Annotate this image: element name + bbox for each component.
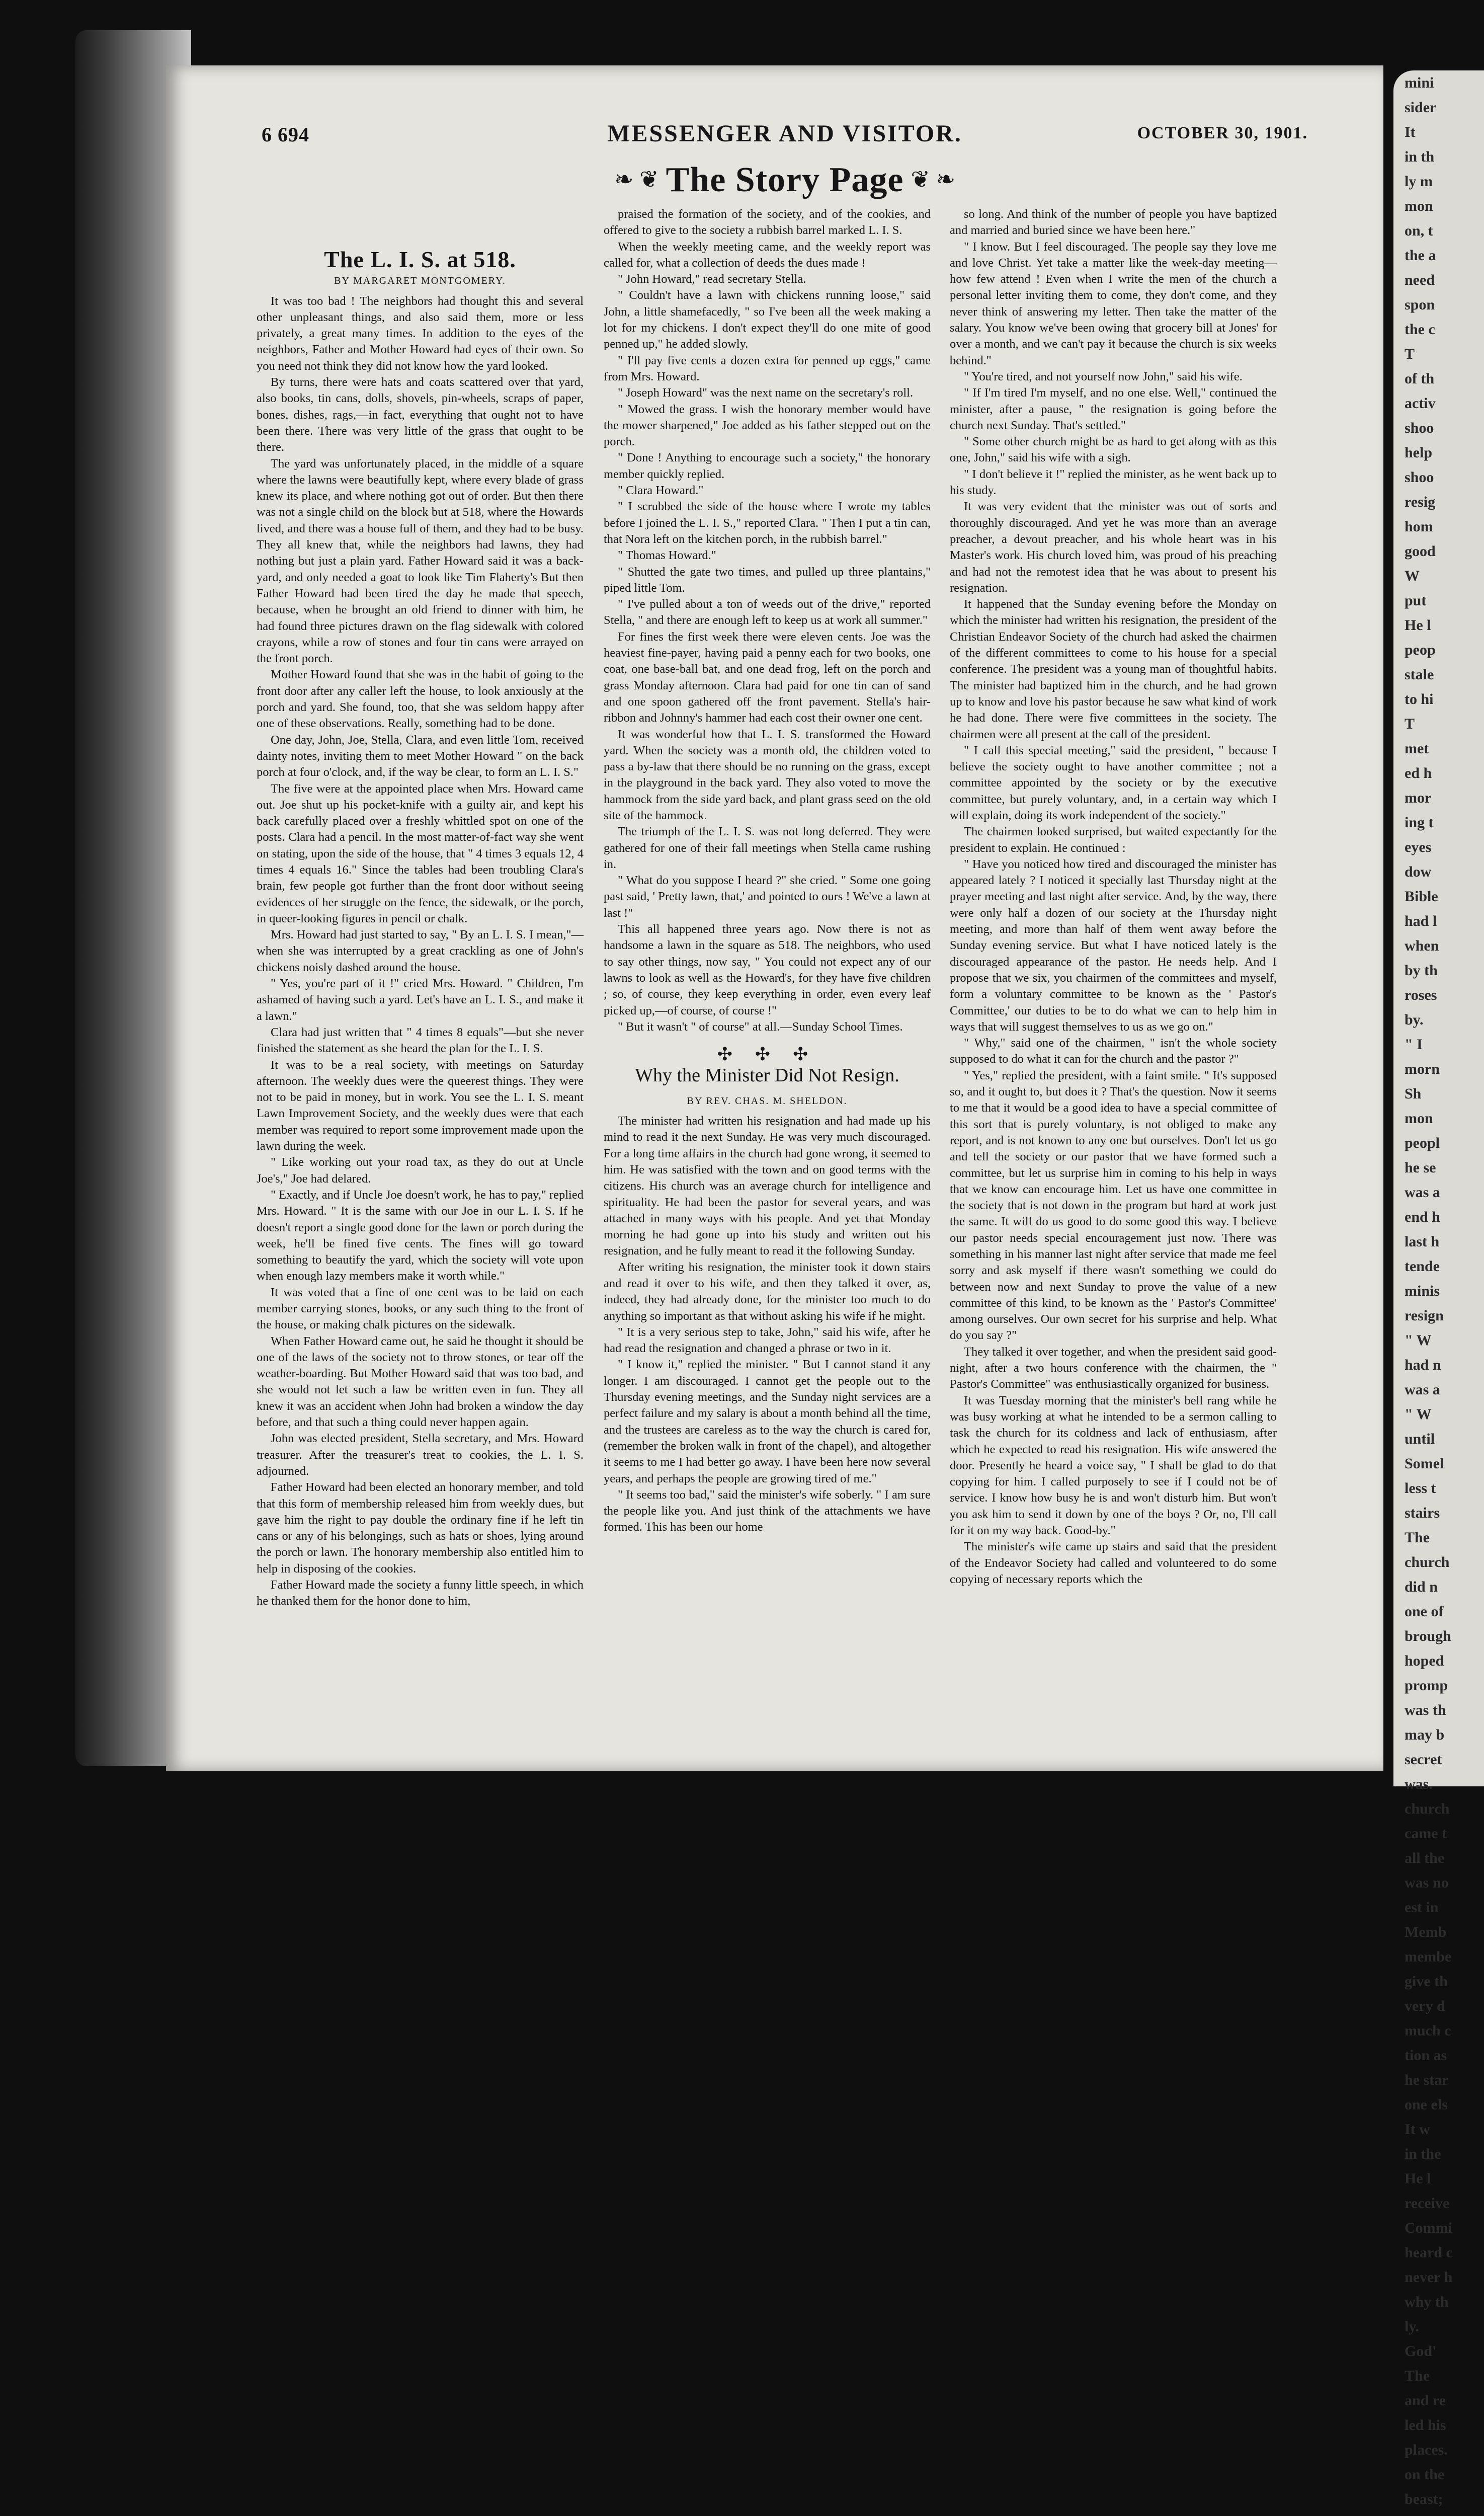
paragraph: When the weekly meeting came, and the weekly report was called for, what a collection of deeds the dues made ! bbox=[604, 240, 931, 270]
next-page-fragment: It w bbox=[1405, 2121, 1430, 2138]
next-page-fragment: ly m bbox=[1405, 173, 1433, 190]
next-page-edge bbox=[1393, 70, 1484, 2507]
next-page-fragment: beast; bbox=[1405, 2491, 1443, 2507]
next-page-fragment: by th bbox=[1405, 962, 1438, 979]
next-page-fragment: help bbox=[1405, 444, 1433, 461]
article-body bbox=[604, 206, 931, 1035]
next-page-fragment: was. bbox=[1405, 1776, 1433, 1792]
next-page-fragment: in the bbox=[1405, 2146, 1441, 2162]
paragraph: It was voted that a fine of one cent was to be laid on each member carrying stones, books, or any such thing to the front of the house, or making chalk pictures on the sidewalk. bbox=[257, 1285, 584, 1332]
next-page-fragment: need bbox=[1405, 272, 1435, 288]
next-page-fragment: T bbox=[1405, 346, 1415, 362]
paragraph: It was Tuesday morning that the minister's bell rang while he was busy working at what he intended to be a sermon calling to task the church for its coldness and lack of enthusiasm, after which he expected to read his resignation. His wife answered the door. Presently he heard a voice say, " I shall be glad to do that copying for him. I called purposely to see if I could not be of service. I know how busy he is and won't disturb him. But won't you ask him to send it down by one of the boys ? Or, no, I'll call for it on my way back. Good-by." bbox=[950, 1393, 1277, 1538]
paragraph: For fines the first week there were eleven cents. Joe was the heaviest fine-payer, having paid a penny each for two books, one coat, one base-ball bat, and one dead frog, left on the porch and grass Monday afternoon. Clara had paid for one tin can of sand and one spoon gathered off the front pavement. Stella's hair-ribbon and Johnny's hammer had each cost their owner one cent. bbox=[604, 630, 931, 725]
paragraph: One day, John, Joe, Stella, Clara, and even little Tom, received dainty notes, inviting them to meet Mother Howard " on the back porch at four o'clock, and, if the way be clear, to form an L. I. S." bbox=[257, 733, 584, 779]
paragraph: " I know. But I feel discouraged. The people say they love me and love Christ. Yet take a matter like the week-day meeting—how few attend ! Even when I write the men of the church a personal letter inviting them to come, they don't come, and they never think of answering my letter. Then take the matter of the salary. You know we've been owing that grocery bill at Jones' for over a month, and we can't pay it because the church is six weeks behind." bbox=[950, 240, 1277, 367]
article-body bbox=[604, 1113, 931, 1536]
next-page-fragment: mon bbox=[1405, 1110, 1433, 1127]
next-page-fragment: " W bbox=[1405, 1406, 1432, 1423]
article-byline: BY MARGARET MONTGOMERY. bbox=[334, 275, 506, 287]
next-page-fragment: stale bbox=[1405, 666, 1434, 683]
masthead bbox=[262, 118, 1308, 158]
paragraph: " Shutted the gate two times, and pulled up three plantains," piped little Tom. bbox=[604, 565, 931, 595]
next-page-fragment: He l bbox=[1405, 2170, 1431, 2187]
next-page-fragment: the a bbox=[1405, 247, 1436, 264]
next-page-fragment: tende bbox=[1405, 1258, 1440, 1275]
next-page-fragment: end h bbox=[1405, 1209, 1440, 1225]
next-page-fragment: in th bbox=[1405, 148, 1435, 165]
paragraph: " I know it," replied the minister. " But I cannot stand it any longer. I am discouraged. I cannot get the people out to the Thursday evening meetings, and the Sunday night services are a perfect failure and my salary is about a month behind all the time, and the trustees are careless as to the way the church is cared for, (remember the broken walk in front of the chapel), and altogether it seems to me I had better go away. I have been here now several years, and perhaps the people are growing tired of me." bbox=[604, 1358, 931, 1485]
next-page-fragment: God' bbox=[1405, 2343, 1437, 2360]
paragraph: " Yes, you're part of it !" cried Mrs. Howard. " Children, I'm ashamed of having such a yard. Let's have an L. I. S., and make it a lawn." bbox=[257, 977, 584, 1023]
next-page-fragment: The bbox=[1405, 2368, 1430, 2384]
next-page-fragment: put bbox=[1405, 592, 1427, 609]
article-body bbox=[950, 206, 1277, 1588]
next-page-fragment: " W bbox=[1405, 1332, 1432, 1349]
next-page-fragment: very d bbox=[1405, 1998, 1445, 2014]
paragraph: " I'll pay five cents a dozen extra for penned up eggs," came from Mrs. Howard. bbox=[604, 353, 931, 383]
paragraph: " You're tired, and not yourself now John," said his wife. bbox=[964, 369, 1243, 383]
paragraph: Mother Howard found that she was in the habit of going to the front door after any caller left the house, to look anxiously at the porch and yard. She found, too, that she was seldom happy after one of these observations. Really, something had to be done. bbox=[257, 668, 584, 731]
article-byline: BY REV. CHAS. M. SHELDON. bbox=[687, 1095, 848, 1107]
paragraph: It was too bad ! The neighbors had thought this and several other unpleasant things, and also said them, more or less privately, a great many times. In addition to the eyes of the neighbors, Father and Mother Howard had eyes of their own. So you need not think they did not know how the yard looked. bbox=[257, 294, 584, 373]
section-header bbox=[594, 160, 976, 210]
paragraph: Father Howard made the society a funny little speech, in which he thanked them for the honor done to him, bbox=[257, 1578, 584, 1608]
next-page-fragment: stairs bbox=[1405, 1505, 1440, 1521]
paragraph: By turns, there were hats and coats scattered over that yard, also books, tin cans, dolls, shovels, pin-wheels, scraps of paper, bones, dishes, rags,—in fact, everything that ought not to have been there. There was very little of the grass that ought to be there. bbox=[257, 375, 584, 454]
next-page-fragment: est in bbox=[1405, 1899, 1439, 1916]
paragraph: After writing his resignation, the minister took it down stairs and read it over to his wife, and then they talked it over, as, indeed, they had already done, for the minister too much to do anything so important as that without asking his wife if he might. bbox=[604, 1260, 931, 1323]
next-page-fragment: It bbox=[1405, 124, 1416, 140]
next-page-fragment: much c bbox=[1405, 2022, 1451, 2039]
next-page-fragment: T bbox=[1405, 716, 1415, 732]
issue-date: OCTOBER 30, 1901. bbox=[1137, 124, 1308, 142]
paragraph: " Joseph Howard" was the next name on the secretary's roll. bbox=[618, 386, 914, 400]
next-page-fragment: one els bbox=[1405, 2096, 1448, 2113]
column-1 bbox=[257, 247, 584, 1706]
next-page-fragment: Somel bbox=[1405, 1455, 1444, 1472]
paragraph: The chairmen looked surprised, but waited expectantly for the president to explain. He continued : bbox=[950, 825, 1277, 855]
paragraph: The triumph of the L. I. S. was not long deferred. They were gathered for one of their fall meetings when Stella came rushing in. bbox=[604, 825, 931, 871]
paragraph: The yard was unfortunately placed, in the middle of a square where the lawns were beautifully kept, where every blade of grass knew its place, and where nothing got out of order. But then there was not a single child on the block but at 518, where the Howards lived, and there was a house full of them, and they had to be busy. They all knew that, while the neighbors had lawns, they had nothing but just a plain yard. Father Howard said it was a back-yard, and only needed a goat to look like Tim Flaherty's But then Father Howard had been tired the day he made that speech, because, when he brought an old friend to dinner with him, he had found three pictures drawn on the flag sidewalk with colored crayons, while a row of stones and four tin cans were arrayed on the front porch. bbox=[257, 456, 584, 666]
next-page-fragment: met bbox=[1405, 740, 1429, 757]
paragraph: It was wonderful how that L. I. S. transformed the Howard yard. When the society was a month old, the children voted to pass a by-law that there should be no running on the grass, except in the playground in the back yard. They also voted to move the hammock from the side yard back, and plant grass seed on the old site of the hammock. bbox=[604, 727, 931, 822]
paragraph: praised the formation of the society, and of the cookies, and offered to give to the society a rubbish barrel marked L. I. S. bbox=[604, 207, 931, 238]
next-page-fragment: he star bbox=[1405, 2072, 1449, 2088]
next-page-fragment: when bbox=[1405, 937, 1439, 954]
article-title: The L. I. S. at 518. bbox=[324, 247, 516, 272]
next-page-fragment: activ bbox=[1405, 395, 1436, 412]
next-page-fragment: peop bbox=[1405, 642, 1436, 658]
paragraph: " Yes," replied the president, with a faint smile. " It's supposed so, and it ought to, but does it ? That's the question. Now it seems to me that it would be a good idea to have a special committee of this sort that is purely voluntary, is not obliged to make any report, and is not known to any one but ourselves. Don't let us go and tell the society or our pastor that we have formed such a committee, but let us surprise him in coming to his help in ways that we know can encourage him. Let us have one committee in the society that is not down in the program but hard at work just the same. It will do us good to do some good this way. I believe our pastor needs special encouragement just now. There was something in his manner last night after service that made me feel sorry and ask myself if there wasn't something we could do between now and next Sunday to prove the value of a new committee of this kind, to be known as the ' Pastor's Committee' among ourselves. Our own secret for his surprise and help. What do you say ?" bbox=[950, 1068, 1277, 1343]
paragraph: " Clara Howard." bbox=[618, 484, 704, 498]
paragraph: " What do you suppose I heard ?" she cried. " Some one going past said, ' Pretty lawn, that,' and pointed to ours ! We've a lawn at last !" bbox=[604, 874, 931, 920]
ivy-leaf-icon: ❧ ❦ bbox=[614, 167, 659, 192]
next-page-fragment: W bbox=[1405, 568, 1420, 584]
next-page-fragment: Sh bbox=[1405, 1085, 1422, 1102]
next-page-fragment: all the bbox=[1405, 1850, 1445, 1866]
paragraph: It happened that the Sunday evening before the Monday on which the minister had written his resignation, the president of the Christian Endeavor Society of the church had asked the chairmen of the different committees to come to his house for a special conference. The president was a young man of thoughtful habits. The minister had baptized him in the church, and he had grown up to know and love his pastor because he saw what kind of work he had done. There were five committees in the society. The chairmen were all present at the call of the president. bbox=[950, 597, 1277, 741]
paragraph: " Couldn't have a lawn with chickens running loose," said John, a little shamefacedly, " so I've been all the week making a lot for my chickens. I don't expect they'll do one mite of good penned up," he added slowly. bbox=[604, 288, 931, 351]
next-page-fragment: Commi bbox=[1405, 2220, 1452, 2236]
next-page-fragment: mini bbox=[1405, 74, 1434, 91]
next-page-fragment: tion as bbox=[1405, 2047, 1447, 2064]
next-page-fragment: on, t bbox=[1405, 222, 1433, 239]
paragraph: John was elected president, Stella secretary, and Mrs. Howard treasurer. After the treasurer's treat to cookies, the L. I. S. adjourned. bbox=[257, 1432, 584, 1478]
next-page-fragment: heard c bbox=[1405, 2244, 1453, 2261]
article-body bbox=[257, 293, 584, 1610]
next-page-fragment: The bbox=[1405, 1529, 1430, 1546]
next-page-fragment: promp bbox=[1405, 1677, 1448, 1694]
next-page-fragment: spon bbox=[1405, 296, 1435, 313]
next-page-fragment: places. bbox=[1405, 2442, 1448, 2458]
paragraph: " John Howard," read secretary Stella. bbox=[618, 272, 806, 286]
next-page-fragment: one of bbox=[1405, 1603, 1444, 1620]
paragraph: " Thomas Howard." bbox=[618, 548, 716, 563]
paper-title: MESSENGER AND VISITOR. bbox=[607, 120, 962, 147]
paragraph: " Done ! Anything to encourage such a society," the honorary member quickly replied. bbox=[604, 451, 931, 481]
next-page-fragment: hoped bbox=[1405, 1653, 1444, 1669]
ivy-leaf-icon: ❦ ❧ bbox=[911, 167, 955, 192]
next-page-fragment: led his bbox=[1405, 2417, 1446, 2433]
paragraph: It was to be a real society, with meetings on Saturday afternoon. The weekly dues were the queerest things. They were not to be paid in money, but in work. You see the L. I. S. meant Lawn Improvement Society, and the weekly dues were that each member was required to report some improvement made upon the lawn during the week. bbox=[257, 1058, 584, 1153]
next-page-fragment: dow bbox=[1405, 863, 1432, 880]
paragraph: Mrs. Howard had just started to say, " By an L. I. S. I mean,"—when she was interrupted by a great crackling as one of John's chickens noisly dashed around the house. bbox=[257, 928, 584, 974]
next-page-fragment: secret bbox=[1405, 1751, 1442, 1768]
next-page-fragment: receive bbox=[1405, 2195, 1450, 2212]
next-page-fragment: Bible bbox=[1405, 888, 1438, 905]
next-page-fragment: was a bbox=[1405, 1184, 1440, 1201]
paragraph: " Exactly, and if Uncle Joe doesn't work, he has to pay," replied Mrs. Howard. " It is the same with our Joe in our L. I. S. If he doesn't report a single good done for the lawn or porch during the week, he'll be fined five cents. The fines will go toward something to beautify the yard, which the society will vote upon when enough lazy members make it worth while." bbox=[257, 1188, 584, 1283]
next-page-fragment: shoo bbox=[1405, 420, 1434, 436]
next-page-fragment: by. bbox=[1405, 1011, 1424, 1028]
next-page-fragment: resig bbox=[1405, 494, 1436, 510]
paragraph: " But it wasn't " of course" at all.—Sunday School Times. bbox=[618, 1019, 903, 1034]
next-page-fragment: hom bbox=[1405, 518, 1433, 535]
column-2 bbox=[604, 206, 931, 1711]
next-page-fragment: on the bbox=[1405, 2466, 1445, 2483]
paragraph: " Like working out your road tax, as they do out at Uncle Joe's," Joe had delared. bbox=[257, 1155, 584, 1186]
next-page-fragment: peopl bbox=[1405, 1135, 1440, 1151]
next-page-fragment: the c bbox=[1405, 321, 1435, 338]
next-page-fragment: mon bbox=[1405, 198, 1433, 214]
paragraph: It was very evident that the minister was out of sorts and thoroughly discouraged. And yet he was more than an average preacher, a devout preacher, and his whole heart was in his Master's work. His church loved him, was proud of his preaching and had not the remotest idea that he was about to present his resignation. bbox=[950, 500, 1277, 595]
next-page-fragment: church bbox=[1405, 1554, 1450, 1570]
next-page-fragment: to hi bbox=[1405, 691, 1434, 707]
paragraph: " I call this special meeting," said the president, " because I believe the society ought to have another committee ; not a committee appointed by the society or by the executive committee, but purely voluntary, and, in a certain way which I will explain, doing its work independent of the society." bbox=[950, 743, 1277, 822]
page-number: 6 694 bbox=[262, 123, 309, 146]
next-page-fragment: less t bbox=[1405, 1480, 1436, 1497]
next-page-fragment: mor bbox=[1405, 790, 1432, 806]
next-page-fragment: sider bbox=[1405, 99, 1437, 116]
paragraph: so long. And think of the number of people you have baptized and married and buried since we have been here." bbox=[950, 207, 1277, 238]
next-page-fragment: did n bbox=[1405, 1579, 1438, 1595]
next-page-fragment: roses bbox=[1405, 987, 1437, 1003]
section-title: The Story Page bbox=[666, 161, 904, 199]
next-page-fragment: shoo bbox=[1405, 469, 1434, 486]
next-page-fragment: last h bbox=[1405, 1233, 1440, 1250]
paragraph: They talked it over together, and when the president said good-night, after a two hours conference with the chairmen, the " Pastor's Committee" was enthusiastically organized for business. bbox=[950, 1345, 1277, 1391]
column-3 bbox=[950, 206, 1277, 1711]
paragraph: " It is a very serious step to take, John," said his wife, after he had read the resignation and changed a phrase or two in it. bbox=[604, 1325, 931, 1356]
next-page-fragment: He l bbox=[1405, 617, 1431, 634]
next-page-fragment: never h bbox=[1405, 2269, 1453, 2286]
paragraph: " Have you noticed how tired and discouraged the minister has appeared lately ? I noticed it specially last Thursday night at the prayer meeting and last night after service. And, by the way, there were only half a dozen of our society at the Thursday night meeting, and more than half of them went away before the Sunday evening service. But what I have noticed lately is the discouraged appearance of the pastor. He needs help. And I propose that we six, you chairmen of the committees and myself, form a voluntary committee to be known as the ' Pastor's Committee,' our duties to be to do what we can to help him in ways that will suggest themselves to us as we go on." bbox=[950, 857, 1277, 1034]
next-page-fragment: he se bbox=[1405, 1159, 1436, 1176]
next-page-fragment: until bbox=[1405, 1431, 1435, 1447]
paragraph: " Why," said one of the chairmen, " isn't the whole society supposed to do what it can for the church and the pastor ?" bbox=[950, 1036, 1277, 1066]
paragraph: The five were at the appointed place when Mrs. Howard came out. Joe shut up his pocket-knife with a guilty air, and kept his back carefully placed over a freshly whittled spot on one of the posts. Clara had a pencil. In the most matter-of-fact way she went on stating, upon the side of the house, that " 4 times 3 equals 12, 4 times 4 equals 16." Since the tables had been troubling Clara's brain, few people got further than the front door without seeing evidences of her struggle on the fence, the sidewalk, or the porch, in queer-looking figures in pencil or chalk. bbox=[257, 781, 584, 925]
paragraph: " I've pulled about a ton of weeds out of the drive," reported Stella, " and there are enough left to keep us at work all summer." bbox=[604, 597, 931, 627]
next-page-fragment: resign bbox=[1405, 1307, 1444, 1324]
next-page-fragment: " I bbox=[1405, 1036, 1423, 1053]
next-page-fragment: church bbox=[1405, 1800, 1450, 1817]
next-page-fragment: and re bbox=[1405, 2392, 1446, 2409]
paragraph: " I don't believe it !" replied the minister, as he went back up to his study. bbox=[950, 467, 1277, 498]
paragraph: " If I'm tired I'm myself, and no one else. Well," continued the minister, after a pause, " the resignation is going before the church next Sunday. That's settled." bbox=[950, 386, 1277, 432]
next-page-fragment: had n bbox=[1405, 1357, 1441, 1373]
next-page-fragment bbox=[1393, 2511, 1484, 2516]
next-page-fragment: morn bbox=[1405, 1061, 1440, 1077]
next-page-fragment: was th bbox=[1405, 1702, 1446, 1718]
next-page-fragment: eyes bbox=[1405, 839, 1432, 855]
next-page-fragment: of th bbox=[1405, 370, 1435, 387]
next-page-fragment: ed h bbox=[1405, 765, 1432, 781]
separator-dingbats: ✣ ✣ ✣ bbox=[717, 1044, 817, 1065]
next-page-fragment: had l bbox=[1405, 913, 1437, 929]
next-page-fragment: came t bbox=[1405, 1825, 1447, 1842]
next-page-fragment: brough bbox=[1405, 1628, 1451, 1644]
next-page-fragment: give th bbox=[1405, 1973, 1448, 1990]
paragraph: This all happened three years ago. Now there is not as handsome a lawn in the square as 518. The neighbors, who used to say other things, now say, " You could not expect any of our lawns to look as well as the Howard's, for they have five children ; so, of course, they keep everything in order, even every leaf picked up,—of course, of course !" bbox=[604, 922, 931, 1017]
paragraph: " Some other church might be as hard to get along with as this one, John," said his wife with a sigh. bbox=[950, 435, 1277, 465]
paragraph: The minister had written his resignation and had made up his mind to read it the next Sunday. He was very much discouraged. For a long time affairs in the church had gone wrong, it seemed to him. He was satisfied with the town and on good terms with the citizens. His church was an average church for intelligence and spirituality. He had been the pastor for several years, and was attached in many ways with his people. And yet that Monday morning he had gone up into his study and written out his resignation, and he fully meant to read it the following Sunday. bbox=[604, 1114, 931, 1258]
article-title: Why the Minister Did Not Resign. bbox=[635, 1065, 899, 1086]
paragraph: When Father Howard came out, he said he thought it should be one of the laws of the society not to throw stones, or tear off the weather-boarding. But Mother Howard said that was too bad, and she would not let such a law be written even in fun. They all knew it was an accident when John had broken a window the day before, and that such a thing could never happen again. bbox=[257, 1334, 584, 1430]
next-page-fragment: Memb bbox=[1405, 1924, 1447, 1940]
paragraph: The minister's wife came up stairs and said that the president of the Endeavor Society had called and volunteered to do some copying of necessary reports which the bbox=[950, 1540, 1277, 1586]
next-page-fragment: minis bbox=[1405, 1283, 1440, 1299]
paragraph: " Mowed the grass. I wish the honorary member would have the mower sharpened," Joe added as his father stepped out on the porch. bbox=[604, 402, 931, 449]
next-page-fragment: ly. bbox=[1405, 2318, 1420, 2335]
next-page-fragment: may b bbox=[1405, 1726, 1445, 1743]
paragraph: " It seems too bad," said the minister's wife soberly. " I am sure the people like you. And just think of the attachments we have formed. This has been our home bbox=[604, 1487, 931, 1534]
paragraph: Clara had just written that " 4 times 8 equals"—but she never finished the statement as she heard the plan for the L. I. S. bbox=[257, 1025, 584, 1056]
next-page-fragment: was no bbox=[1405, 1874, 1449, 1891]
next-page-fragment: why th bbox=[1405, 2294, 1449, 2310]
paragraph: Father Howard had been elected an honorary member, and told that this form of membership released him from weekly dues, but gave him the right to pay double the ordinary fine if he left tin cans or any of his belongings, such as hats or shoes, lying around the porch or lawn. The honorary membership also entitled him to help in disposing of the cookies. bbox=[257, 1480, 584, 1576]
next-page-fragment: was a bbox=[1405, 1381, 1440, 1398]
next-page-fragment: ing t bbox=[1405, 814, 1434, 831]
paragraph: " I scrubbed the side of the house where I wrote my tables before I joined the L. I. S.," reported Clara. " Then I put a tin can, that Nora left on the kitchen porch, in the rubbish barrel." bbox=[604, 500, 931, 546]
next-page-fragment: good bbox=[1405, 543, 1436, 560]
next-page-fragment: membe bbox=[1405, 1948, 1452, 1965]
